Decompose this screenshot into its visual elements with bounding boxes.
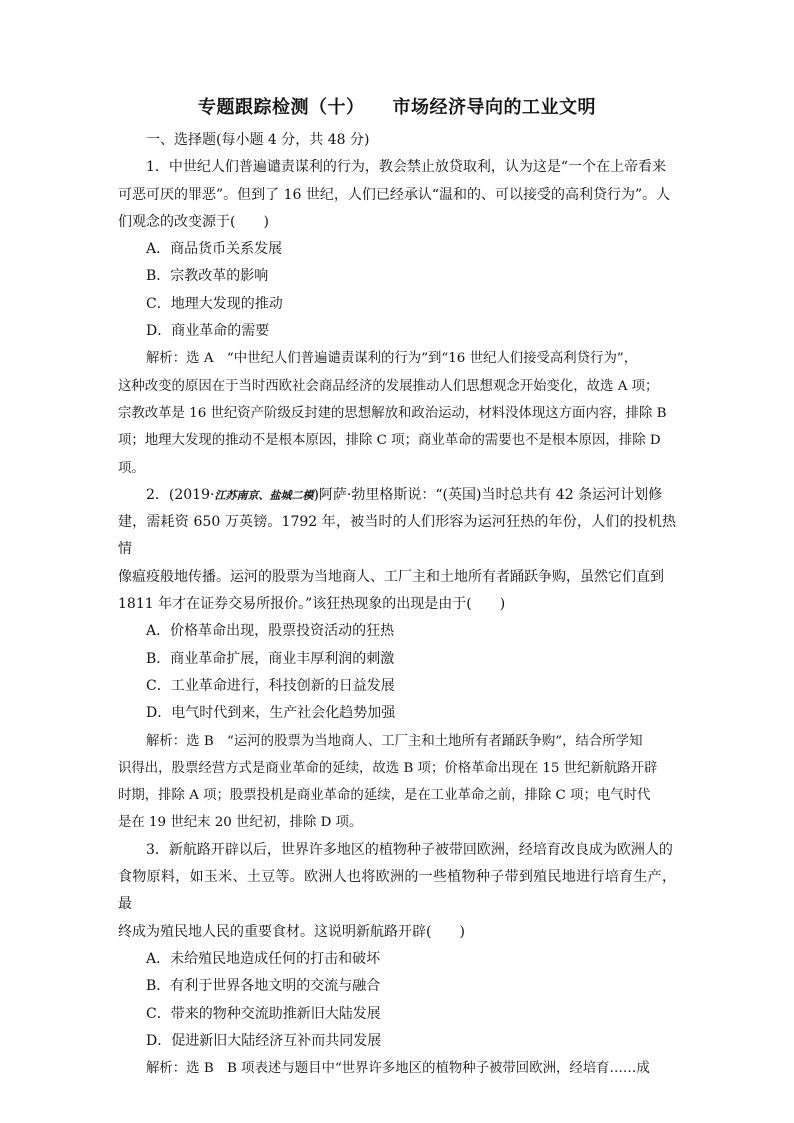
question-3-analysis-line-1: 解析：选 B B 项表述与题目中“世界许多地区的植物种子被带回欧洲，经培育……成: [146, 1061, 650, 1077]
question-2-line-3: 像瘟疫般地传播。运河的股票为当地商人、工厂主和土地所有者踊跃争购，虽然它们直到: [118, 568, 664, 585]
question-2-option-a: A．价格革命出现，股票投资活动的狂热: [146, 623, 395, 640]
question-2-line-2: 建，需耗资 650 万英镑。1792 年，被当时的人们形容为运河狂热的年份，人们的投机热情: [118, 514, 676, 558]
question-2-line-1: [118, 482, 676, 509]
question-3-option-d: D．促进新旧大陆经济互补而共同发展: [146, 1032, 382, 1049]
question-3-line-2: 食物原料，如玉米、土豆等。欧洲人也将欧洲的一些植物种子带到殖民地进行培育生产，最: [118, 869, 676, 913]
question-1-analysis-line-2: 这种改变的原因在于当时西欧社会商品经济的发展推动人们思想观念开始变化，故选 A 项；: [118, 378, 659, 394]
question-3-option-c: C．带来的物种交流助推新旧大陆发展: [146, 1005, 381, 1022]
document-page: [118, 93, 676, 1082]
title-part-2: 市场经济导向的工业文明: [392, 97, 596, 118]
question-2-line-4: 1811 年才在证券交易所报价。”该狂热现象的出现是由于( ): [118, 596, 506, 613]
section-heading: 一、选择题(每小题 4 分，共 48 分): [146, 132, 370, 148]
question-3-line-3: 终成为殖民地人民的重要食材。这说明新航路开辟( ): [118, 923, 465, 940]
question-2-analysis-line-2: 识得出，股票经营方式是商业革命的延续，故选 B 项；价格革命出现在 15 世纪新航路开辟: [118, 760, 658, 776]
question-3-option-b: B．有利于世界各地文明的交流与融合: [146, 978, 381, 995]
question-3-option-a: A．未给殖民地造成任何的打击和破坏: [146, 950, 381, 967]
question-1-option-c: C．地理大发现的推动: [146, 295, 283, 312]
question-2-analysis-line-4: 是在 19 世纪末 20 世纪初，排除 D 项。: [118, 815, 363, 831]
question-2-line-1-rest: )阿萨·勃里格斯说：“(英国)当时总共有 42 条运河计划修: [313, 486, 663, 503]
question-2-analysis-line-3: 时期，排除 A 项；股票投机是商业革命的延续，是在工业革命之前，排除 C 项；电气时代: [118, 788, 651, 804]
question-1-analysis-line-3: 宗教改革是 16 世纪资产阶级反封建的思想解放和政治运动，材料没体现这方面内容，排除 B: [118, 405, 667, 421]
question-1-line-3: 们观念的改变源于( ): [118, 213, 269, 230]
question-2-option-b: B．商业革命扩展，商业丰厚利润的刺激: [146, 650, 395, 667]
question-2-option-c: C．工业革命进行，科技创新的日益发展: [146, 677, 395, 694]
question-1-analysis-line-4: 项；地理大发现的推动不是根本原因，排除 C 项；商业革命的需要也不是根本原因，排除 D: [118, 433, 661, 449]
question-3: [118, 837, 676, 1083]
question-1-analysis-line-1: 解析：选 A “中世纪人们普遍谴责谋利的行为”到“16 世纪人们接受高利贷行为”，: [146, 351, 638, 367]
title-part-1: 专题跟踪检测（十）: [198, 97, 365, 118]
question-1-option-a: A．商品货币关系发展: [146, 241, 283, 258]
question-1-option-d: D．商业革命的需要: [146, 323, 270, 340]
question-1-line-1: 1．中世纪人们普遍谴责谋利的行为，教会禁止放贷取利，认为这是“一个在上帝看来: [146, 159, 667, 176]
question-2-analysis-line-1: 解析：选 B “运河的股票为当地商人、工厂主和土地所有者踊跃争购”，结合所学知: [146, 733, 643, 749]
question-2-prefix: 2．(2019·: [146, 486, 215, 503]
question-2-option-d: D．电气时代到来，生产社会化趋势加强: [146, 705, 396, 722]
question-3-line-1: 3．新航路开辟以后，世界许多地区的植物种子被带回欧洲，经培育改良成为欧洲人的: [146, 841, 673, 858]
question-1: [118, 154, 676, 482]
question-2: [118, 482, 676, 837]
question-1-analysis-line-5: 项。: [118, 460, 145, 476]
question-1-option-b: B．宗教改革的影响: [146, 268, 269, 285]
page-title: [118, 93, 676, 123]
question-1-line-2: 可恶可厌的罪恶”。但到了 16 世纪，人们已经承认“温和的、可以接受的高利贷行为”。人: [118, 186, 671, 203]
question-2-source: 江苏南京、盐城二模: [214, 488, 314, 502]
